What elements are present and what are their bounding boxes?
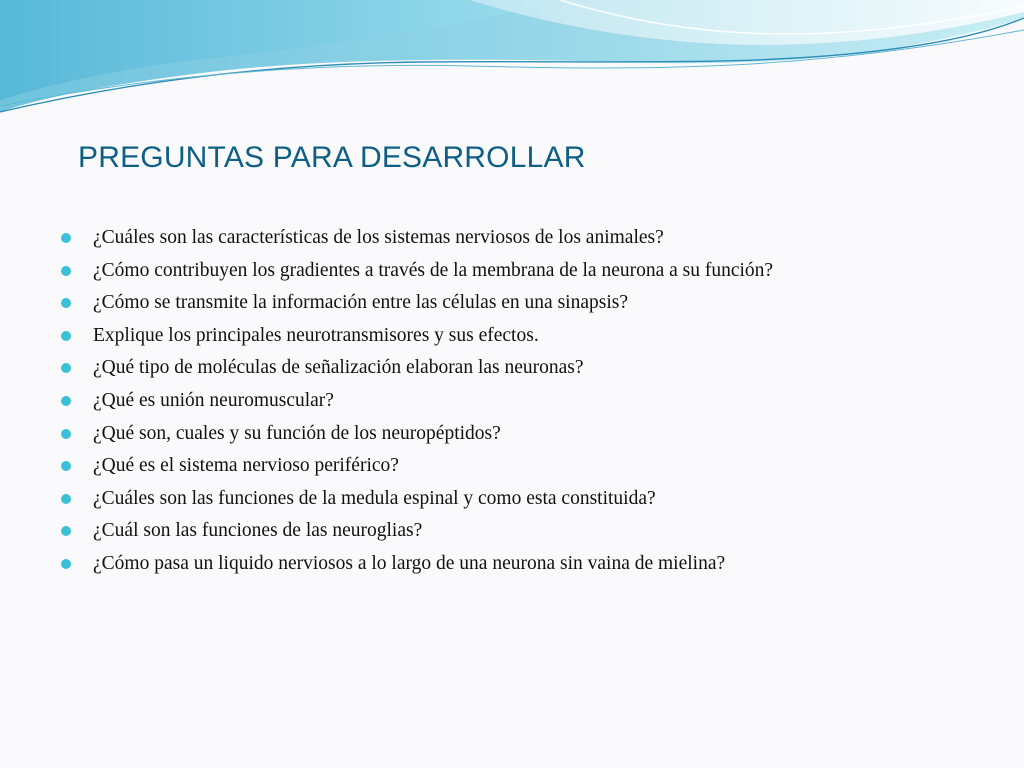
list-item-text: ¿Qué tipo de moléculas de señalización elaboran las neuronas? <box>93 357 584 379</box>
list-item <box>58 385 998 418</box>
bullet-icon <box>61 429 71 439</box>
bullet-icon <box>61 298 71 308</box>
bullet-icon <box>61 526 71 536</box>
wave-header-decoration <box>0 0 1024 130</box>
list-item-text: ¿Cómo contribuyen los gradientes a través de la membrana de la neurona a su función? <box>93 259 774 281</box>
slide-title: PREGUNTAS PARA DESARROLLAR <box>78 141 586 174</box>
list-item <box>58 450 998 483</box>
list-item <box>58 515 998 548</box>
bullet-icon <box>61 266 71 276</box>
list-item <box>58 418 998 451</box>
bullet-icon <box>61 559 71 569</box>
list-item <box>58 483 998 516</box>
question-list <box>58 222 998 581</box>
list-item <box>58 222 998 255</box>
list-item <box>58 352 998 385</box>
list-item-text: Explique los principales neurotransmisores y sus efectos. <box>93 324 539 346</box>
list-item-text: ¿Qué es el sistema nervioso periférico? <box>93 455 399 477</box>
list-item-text: ¿Qué es unión neuromuscular? <box>93 389 334 411</box>
list-item-text: ¿Cómo se transmite la información entre las células en una sinapsis? <box>93 292 629 314</box>
list-item-text: ¿Cuál son las funciones de las neuroglias? <box>93 520 423 542</box>
list-item <box>58 255 998 288</box>
list-item <box>58 287 998 320</box>
bullet-icon <box>61 461 71 471</box>
bullet-icon <box>61 233 71 243</box>
list-item <box>58 320 998 353</box>
bullet-icon <box>61 494 71 504</box>
list-item-text: ¿Qué son, cuales y su función de los neuropéptidos? <box>93 422 501 444</box>
list-item-text: ¿Cuáles son las funciones de la medula espinal y como esta constituida? <box>93 487 656 509</box>
list-item <box>58 548 998 581</box>
bullet-icon <box>61 331 71 341</box>
list-item-text: ¿Cómo pasa un liquido nerviosos a lo largo de una neurona sin vaina de mielina? <box>93 552 726 574</box>
bullet-icon <box>61 363 71 373</box>
bullet-icon <box>61 396 71 406</box>
list-item-text: ¿Cuáles son las características de los sistemas nerviosos de los animales? <box>93 227 664 248</box>
